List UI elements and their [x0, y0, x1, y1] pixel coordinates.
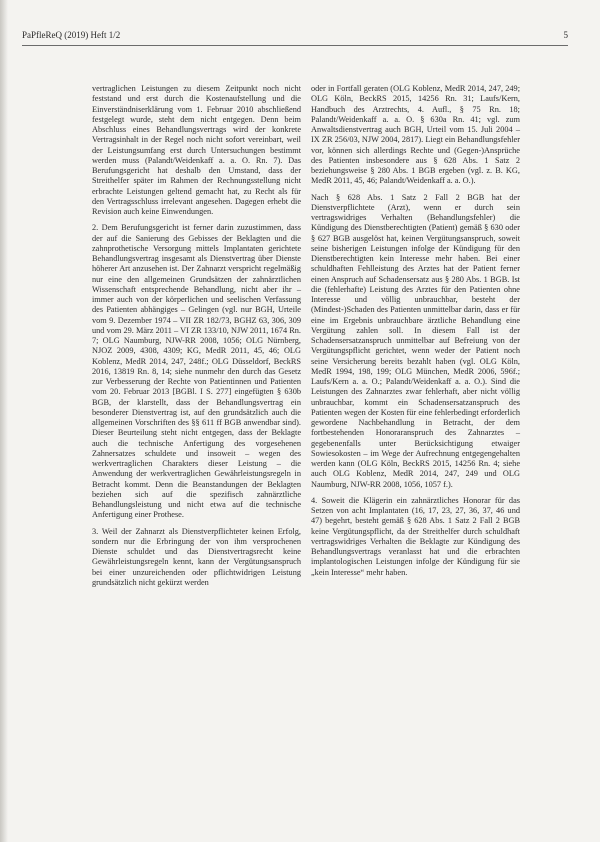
page-edge-shadow: [0, 0, 8, 842]
paragraph: 3. Weil der Zahnarzt als Dienstverpflichteter keinen Erfolg, sondern nur die Erbringung der von ihm versprochenen Dienste schuldet und das Dienstvertragsrecht keine Gewährleistungsregeln kennt, kann der Vergütungsanspruch bei einer unzureichenden oder pflichtwidrigen Leistung grundsätzlich nicht gekürzt werden: [92, 526, 301, 587]
paragraph: vertraglichen Leistungen zu diesem Zeitpunkt noch nicht feststand und erst durch die Kostenaufstellung und die Einverständniserklärung vom 1. Februar 2010 abschließend festgelegt wurde, steht dem nicht entgegen. Denn beim Abschluss eines Behandlungsvertrags wird der konkrete Vertragsinhalt in der Regel noch nicht sofort vereinbart, weil der Leistungsumfang erst durch Untersuchungen bestimmt werden muss (Palandt/Weidenkaff a. a. O. Rn. 7). Das Berufungsgericht hat deshalb den Umstand, dass der Streithelfer später im Rahmen der Rechnungsstellung nicht erbrachte Leistungen geltend gemacht hat, zu Recht als für den Vertragsschluss irrelevant angesehen. Dagegen erhebt die Revision auch keine Einwendungen.: [92, 84, 301, 216]
paragraph: Nach § 628 Abs. 1 Satz 2 Fall 2 BGB hat der Dienstverpflichtete (Arzt), wenn er durch sein vertragswidriges Verhalten (Behandlungsfehler) die Kündigung des Dienstberechtigten (Patient) gemäß § 630 oder § 627 BGB ausgelöst hat, keinen Vergütungsanspruch, soweit seine bisherigen Leistungen infolge der Kündigung für den Dienstberechtigten kein Interesse mehr haben. Bei einer schuldhaften Fehlleistung des Arztes hat der Patient ferner einen Anspruch auf Schadensersatz aus § 280 Abs. 1 BGB. Ist die (fehlerhafte) Leistung des Arztes für den Patienten ohne Interesse und völlig unbrauchbar, besteht der (Mindest-)Schaden des Patienten unmittelbar darin, dass er für eine im Ergebnis unbrauchbare ärztliche Behandlung eine Vergütung zahlen soll. In diesem Fall ist der Schadensersatzanspruch unmittelbar auf Befreiung von der Vergütungspflicht gerichtet, wenn weder der Patient noch seine Versicherung bereits bezahlt haben (vgl. OLG Köln, MedR 1994, 198, 199; OLG München, MedR 2006, 596f.; Laufs/Kern a. a. O.; Palandt/Weidenkaff a. a. O.). Sind die Leistungen des Zahnarztes zwar fehlerhaft, aber nicht völlig unbrauchbar, kommt ein Schadensersatzanspruch des Patienten wegen der Kosten für eine fehlerbedingt erforderlich gewordene Nachbehandlung in Betracht, der dem fortbestehenden Honoraranspruch des Zahnarztes – gegebenenfalls unter Berücksichtigung etwaiger Sowiesokosten – im Wege der Aufrechnung entgegengehalten werden kann (OLG Köln, BeckRS 2015, 14256 Rn. 4; siehe auch OLG Koblenz, MedR 2014, 247, 249 und OLG Naumburg, NJW-RR 2008, 1056, 1057 f.).: [311, 192, 520, 489]
journal-citation: PaPfleReQ (2019) Heft 1/2: [22, 30, 121, 40]
page-number: 5: [563, 30, 568, 40]
header-rule: [22, 45, 568, 46]
paragraph: 4. Soweit die Klägerin ein zahnärztliches Honorar für das Setzen von acht Implantaten (16, 17, 23, 27, 36, 37, 46 und 47) begehrt, besteht gemäß § 628 Abs. 1 Satz 2 Fall 2 BGB keine Vergütungspflicht, da der Streithelfer durch schuldhaft vertragswidriges Verhalten die Beklagte zur Kündigung des Behandlungsvertrags veranlasst hat und die erbrachten implantologischen Leistungen infolge der Kündigung für sie „kein Interesse“ mehr haben.: [311, 495, 520, 577]
right-column: [311, 84, 520, 584]
paragraph: oder in Fortfall geraten (OLG Koblenz, MedR 2014, 247, 249; OLG Köln, BeckRS 2015, 14256 Rn. 31; Laufs/Kern, Handbuch des Arztrechts, 4. Aufl., § 75 Rn. 18; Palandt/Weidenkaff a. a. O. § 630a Rn. 41; vgl. zum Anwaltsdienstvertrag auch BGH, Urteil vom 15. Juli 2004 – IX ZR 256/03, NJW 2004, 2817). Liegt ein Behandlungsfehler vor, können sich allerdings Rechte und (Gegen-)Ansprüche des Patienten insbesondere aus § 628 Abs. 1 Satz 2 beziehungsweise § 280 Abs. 1 BGB ergeben (vgl. z. B. KG, MedR 2011, 45, 46; Palandt/Weidenkaff a. a. O.).: [311, 84, 520, 186]
left-column: [92, 84, 301, 594]
running-header: [22, 30, 568, 44]
paragraph: 2. Dem Berufungsgericht ist ferner darin zuzustimmen, dass der auf die Sanierung des Gebisses der Beklagten und die zahnprothetische Versorgung mittels Implantaten gerichtete Behandlungsvertrag insgesamt als Dienstvertrag über Dienste höherer Art anzusehen ist. Der Zahnarzt verspricht regelmäßig nur eine den allgemeinen Grundsätzen der zahnärztlichen Wissenschaft entsprechende Behandlung, nicht aber ihr – immer auch von der körperlichen und seelischen Verfassung des Patienten abhängiges – Gelingen (vgl. nur BGH, Urteile vom 9. Dezember 1974 – VII ZR 182/73, BGHZ 63, 306, 309 und vom 29. März 2011 – VI ZR 133/10, NJW 2011, 1674 Rn. 7; OLG Naumburg, NJW-RR 2008, 1056; OLG Nürnberg, NJOZ 2009, 4308, 4309; KG, MedR 2011, 45, 46; OLG Koblenz, MedR 2014, 247, 248f.; OLG Düsseldorf, BeckRS 2016, 13819 Rn. 8, 14; siehe nunmehr den durch das Gesetz zur Verbesserung der Rechte von Patientinnen und Patienten vom 20. Februar 2013 [BGBl. I S. 277] eingefügten § 630b BGB, der klarstellt, dass der Behandlungsvertrag ein besonderer Dienstvertrag ist, auf den grundsätzlich auch die allgemeinen Vorschriften des §§ 611 ff BGB anwendbar sind). Dieser Beurteilung steht nicht entgegen, dass der Beklagte auch die technische Anfertigung des vorgesehenen Zahnersatzes schuldete und insoweit – wegen des werkvertraglichen Charakters dieser Leistung – die Anwendung der werkvertraglichen Gewährleistungsregeln in Betracht kommt. Denn die Beanstandungen der Beklagten beziehen sich auf die spezifisch zahnärztliche Behandlungsleistung und nicht etwa auf die technische Anfertigung einer Prothese.: [92, 223, 301, 520]
